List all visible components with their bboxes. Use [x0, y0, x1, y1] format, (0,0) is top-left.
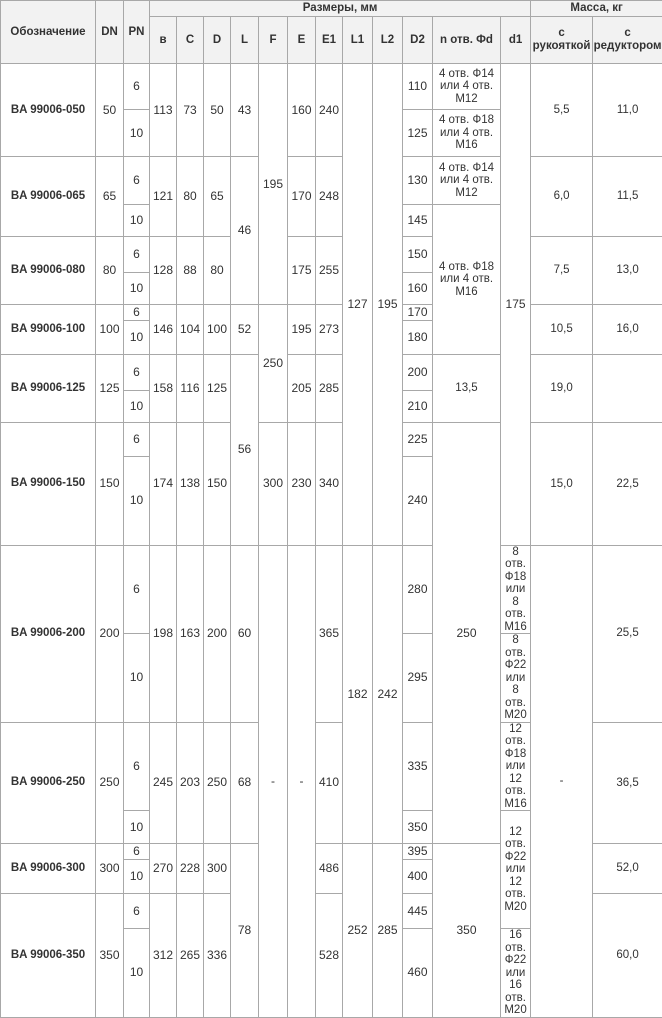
row-d2: 170 — [403, 305, 433, 321]
header-d: D — [204, 17, 231, 64]
cell-mass-handle: - — [531, 545, 593, 1017]
row-pn: 6 — [124, 305, 150, 321]
header-l2: L2 — [373, 17, 403, 64]
row-dn: 125 — [96, 355, 124, 423]
row-e1: 486 — [316, 844, 343, 894]
row-mass-handle: 13,5 — [433, 355, 501, 423]
cell-f: - — [259, 545, 288, 1017]
row-b: 113 — [150, 64, 177, 157]
cell-holes: 12 отв. Ф18 или 12 отв. М16 — [501, 722, 531, 811]
row-designation: BA 99006-125 — [1, 355, 96, 423]
row-d2: 280 — [403, 545, 433, 634]
row-c: 203 — [177, 722, 204, 844]
row-dn: 65 — [96, 157, 124, 237]
cell-f: 300 — [259, 423, 288, 546]
cell-d1: 175 — [501, 64, 531, 546]
cell-holes: 8 отв. Ф22 или 8 отв. М20 — [501, 634, 531, 723]
row-e1: 365 — [316, 545, 343, 722]
row-mass-gear: 22,5 — [593, 423, 662, 546]
cell-l2: 285 — [373, 844, 403, 1018]
row-pn: 6 — [124, 64, 150, 110]
row-b: 245 — [150, 722, 177, 844]
cell-holes: 4 отв. Ф18 или 4 отв. М16 — [433, 205, 501, 355]
row-d2: 445 — [403, 894, 433, 929]
row-e1: 528 — [316, 894, 343, 1018]
header-sizes: Размеры, мм — [150, 1, 531, 17]
row-d2: 350 — [403, 811, 433, 844]
cell-holes: 8 отв. Ф18 или 8 отв. М16 — [501, 545, 531, 634]
row-e1: 240 — [316, 64, 343, 157]
row-b: 270 — [150, 844, 177, 894]
row-e1: 248 — [316, 157, 343, 237]
row-d2: 130 — [403, 157, 433, 205]
cell-d1: 250 — [433, 423, 501, 844]
row-mass-gear: 11,0 — [593, 64, 662, 157]
row-b: 121 — [150, 157, 177, 237]
row-d2: 240 — [403, 457, 433, 546]
cell-l1: 182 — [343, 545, 373, 844]
row-d2: 160 — [403, 273, 433, 305]
header-holes: n отв. Фd — [433, 17, 501, 64]
row-pn: 6 — [124, 894, 150, 929]
row-c: 80 — [177, 157, 204, 237]
row-d2: 180 — [403, 321, 433, 355]
cell-l1: 252 — [343, 844, 373, 1018]
row-mass-handle: 5,5 — [531, 64, 593, 157]
cell-l: 56 — [231, 355, 259, 546]
row-pn: 6 — [124, 722, 150, 811]
row-mass-gear: 13,0 — [593, 237, 662, 305]
header-d2: D2 — [403, 17, 433, 64]
row-pn: 6 — [124, 423, 150, 457]
row-d: 125 — [204, 355, 231, 423]
row-d2: 460 — [403, 929, 433, 1018]
cell-l: 78 — [231, 844, 259, 1018]
row-pn: 10 — [124, 391, 150, 423]
header-e1: E1 — [316, 17, 343, 64]
row-mass-gear: 25,5 — [593, 545, 662, 722]
row-designation: BA 99006-065 — [1, 157, 96, 237]
cell-holes: 4 отв. Ф14 или 4 отв. М12 — [433, 64, 501, 110]
row-pn: 10 — [124, 273, 150, 305]
row-pn: 10 — [124, 205, 150, 237]
row-pn: 10 — [124, 634, 150, 723]
row-b: 158 — [150, 355, 177, 423]
row-d2: 200 — [403, 355, 433, 391]
row-dn: 50 — [96, 64, 124, 157]
row-designation: BA 99006-350 — [1, 894, 96, 1018]
row-d2: 150 — [403, 237, 433, 273]
row-pn: 6 — [124, 355, 150, 391]
row-pn: 10 — [124, 929, 150, 1018]
row-designation: BA 99006-100 — [1, 305, 96, 355]
row-dn: 150 — [96, 423, 124, 546]
row-b: 198 — [150, 545, 177, 722]
row-designation: BA 99006-250 — [1, 722, 96, 844]
row-designation: BA 99006-050 — [1, 64, 96, 157]
row-d: 50 — [204, 64, 231, 157]
cell-e: - — [288, 545, 316, 1017]
row-dn: 250 — [96, 722, 124, 844]
row-d: 300 — [204, 844, 231, 894]
cell-l: 68 — [231, 722, 259, 844]
header-l1: L1 — [343, 17, 373, 64]
cell-holes: 12 отв. Ф22 или 12 отв. М20 — [501, 811, 531, 929]
row-d: 250 — [204, 722, 231, 844]
row-e: 170 — [288, 157, 316, 237]
row-c: 104 — [177, 305, 204, 355]
cell-holes: 16 отв. Ф22 или 16 отв. М20 — [501, 929, 531, 1018]
row-d2: 110 — [403, 64, 433, 110]
row-mass-gear: 60,0 — [593, 894, 662, 1018]
row-d2: 210 — [403, 391, 433, 423]
header-f: F — [259, 17, 288, 64]
row-pn: 10 — [124, 860, 150, 894]
cell-l: 46 — [231, 157, 259, 305]
row-c: 73 — [177, 64, 204, 157]
row-mass-handle: 15,0 — [531, 423, 593, 546]
row-c: 88 — [177, 237, 204, 305]
cell-l: 60 — [231, 545, 259, 722]
header-pn: PN — [124, 1, 150, 64]
cell-f: 195 — [259, 64, 288, 305]
row-mass-handle: 7,5 — [531, 237, 593, 305]
row-designation: BA 99006-300 — [1, 844, 96, 894]
cell-holes: 4 отв. Ф14 или 4 отв. М12 — [433, 157, 501, 205]
row-e: 160 — [288, 64, 316, 157]
row-mass-handle: 6,0 — [531, 157, 593, 237]
row-dn: 80 — [96, 237, 124, 305]
header-mass-gear: с редуктором — [593, 17, 662, 64]
row-pn: 6 — [124, 157, 150, 205]
row-e1: 410 — [316, 722, 343, 844]
row-pn: 6 — [124, 237, 150, 273]
cell-d1: 350 — [433, 844, 501, 1018]
row-c: 228 — [177, 844, 204, 894]
row-d: 200 — [204, 545, 231, 722]
row-designation: BA 99006-080 — [1, 237, 96, 305]
cell-holes: 4 отв. Ф18 или 4 отв. М16 — [433, 110, 501, 157]
row-mass-gear: 36,5 — [593, 722, 662, 844]
header-mass-handle: с рукояткой — [531, 17, 593, 64]
header-mass: Масса, кг — [531, 1, 662, 17]
row-pn: 10 — [124, 321, 150, 355]
row-d2: 145 — [403, 205, 433, 237]
header-dn: DN — [96, 1, 124, 64]
header-e: E — [288, 17, 316, 64]
row-c: 265 — [177, 894, 204, 1018]
row-dn: 100 — [96, 305, 124, 355]
row-d: 336 — [204, 894, 231, 1018]
row-d: 80 — [204, 237, 231, 305]
row-d2: 295 — [403, 634, 433, 723]
cell-l: 43 — [231, 64, 259, 157]
row-pn: 10 — [124, 110, 150, 157]
row-mass-gear: 19,0 — [531, 355, 593, 423]
header-c: C — [177, 17, 204, 64]
header-b: в — [150, 17, 177, 64]
row-d2: 125 — [403, 110, 433, 157]
row-e: 205 — [288, 355, 316, 423]
row-designation: BA 99006-150 — [1, 423, 96, 546]
row-d: 150 — [204, 423, 231, 546]
row-e1: 285 — [316, 355, 343, 423]
row-e: 195 — [288, 305, 316, 355]
row-designation: BA 99006-200 — [1, 545, 96, 722]
row-pn: 10 — [124, 457, 150, 546]
row-d: 100 — [204, 305, 231, 355]
row-e: 175 — [288, 237, 316, 305]
row-dn: 350 — [96, 894, 124, 1018]
row-mass-handle: 10,5 — [531, 305, 593, 355]
row-d2: 225 — [403, 423, 433, 457]
row-e1: 255 — [316, 237, 343, 305]
row-b: 174 — [150, 423, 177, 546]
row-dn: 300 — [96, 844, 124, 894]
row-mass-gear: 11,5 — [593, 157, 662, 237]
row-mass-gear: 16,0 — [593, 305, 662, 355]
row-mass-gear: 52,0 — [593, 844, 662, 894]
row-d2: 395 — [403, 844, 433, 860]
row-b: 312 — [150, 894, 177, 1018]
header-designation: Обозначение — [1, 1, 96, 64]
row-e1: 273 — [316, 305, 343, 355]
row-c: 163 — [177, 545, 204, 722]
row-pn: 6 — [124, 545, 150, 634]
cell-l2: 242 — [373, 545, 403, 844]
row-pn: 10 — [124, 811, 150, 844]
row-dn: 200 — [96, 545, 124, 722]
row-d: 65 — [204, 157, 231, 237]
header-d1: d1 — [501, 17, 531, 64]
row-pn: 6 — [124, 844, 150, 860]
row-e1: 340 — [316, 423, 343, 546]
cell-l1: 127 — [343, 64, 373, 546]
row-c: 116 — [177, 355, 204, 423]
cell-l2: 195 — [373, 64, 403, 546]
cell-f: 250 — [259, 305, 288, 423]
row-e: 230 — [288, 423, 316, 546]
row-d2: 400 — [403, 860, 433, 894]
cell-l: 52 — [231, 305, 259, 355]
row-b: 128 — [150, 237, 177, 305]
row-c: 138 — [177, 423, 204, 546]
row-b: 146 — [150, 305, 177, 355]
row-d2: 335 — [403, 722, 433, 811]
header-l: L — [231, 17, 259, 64]
